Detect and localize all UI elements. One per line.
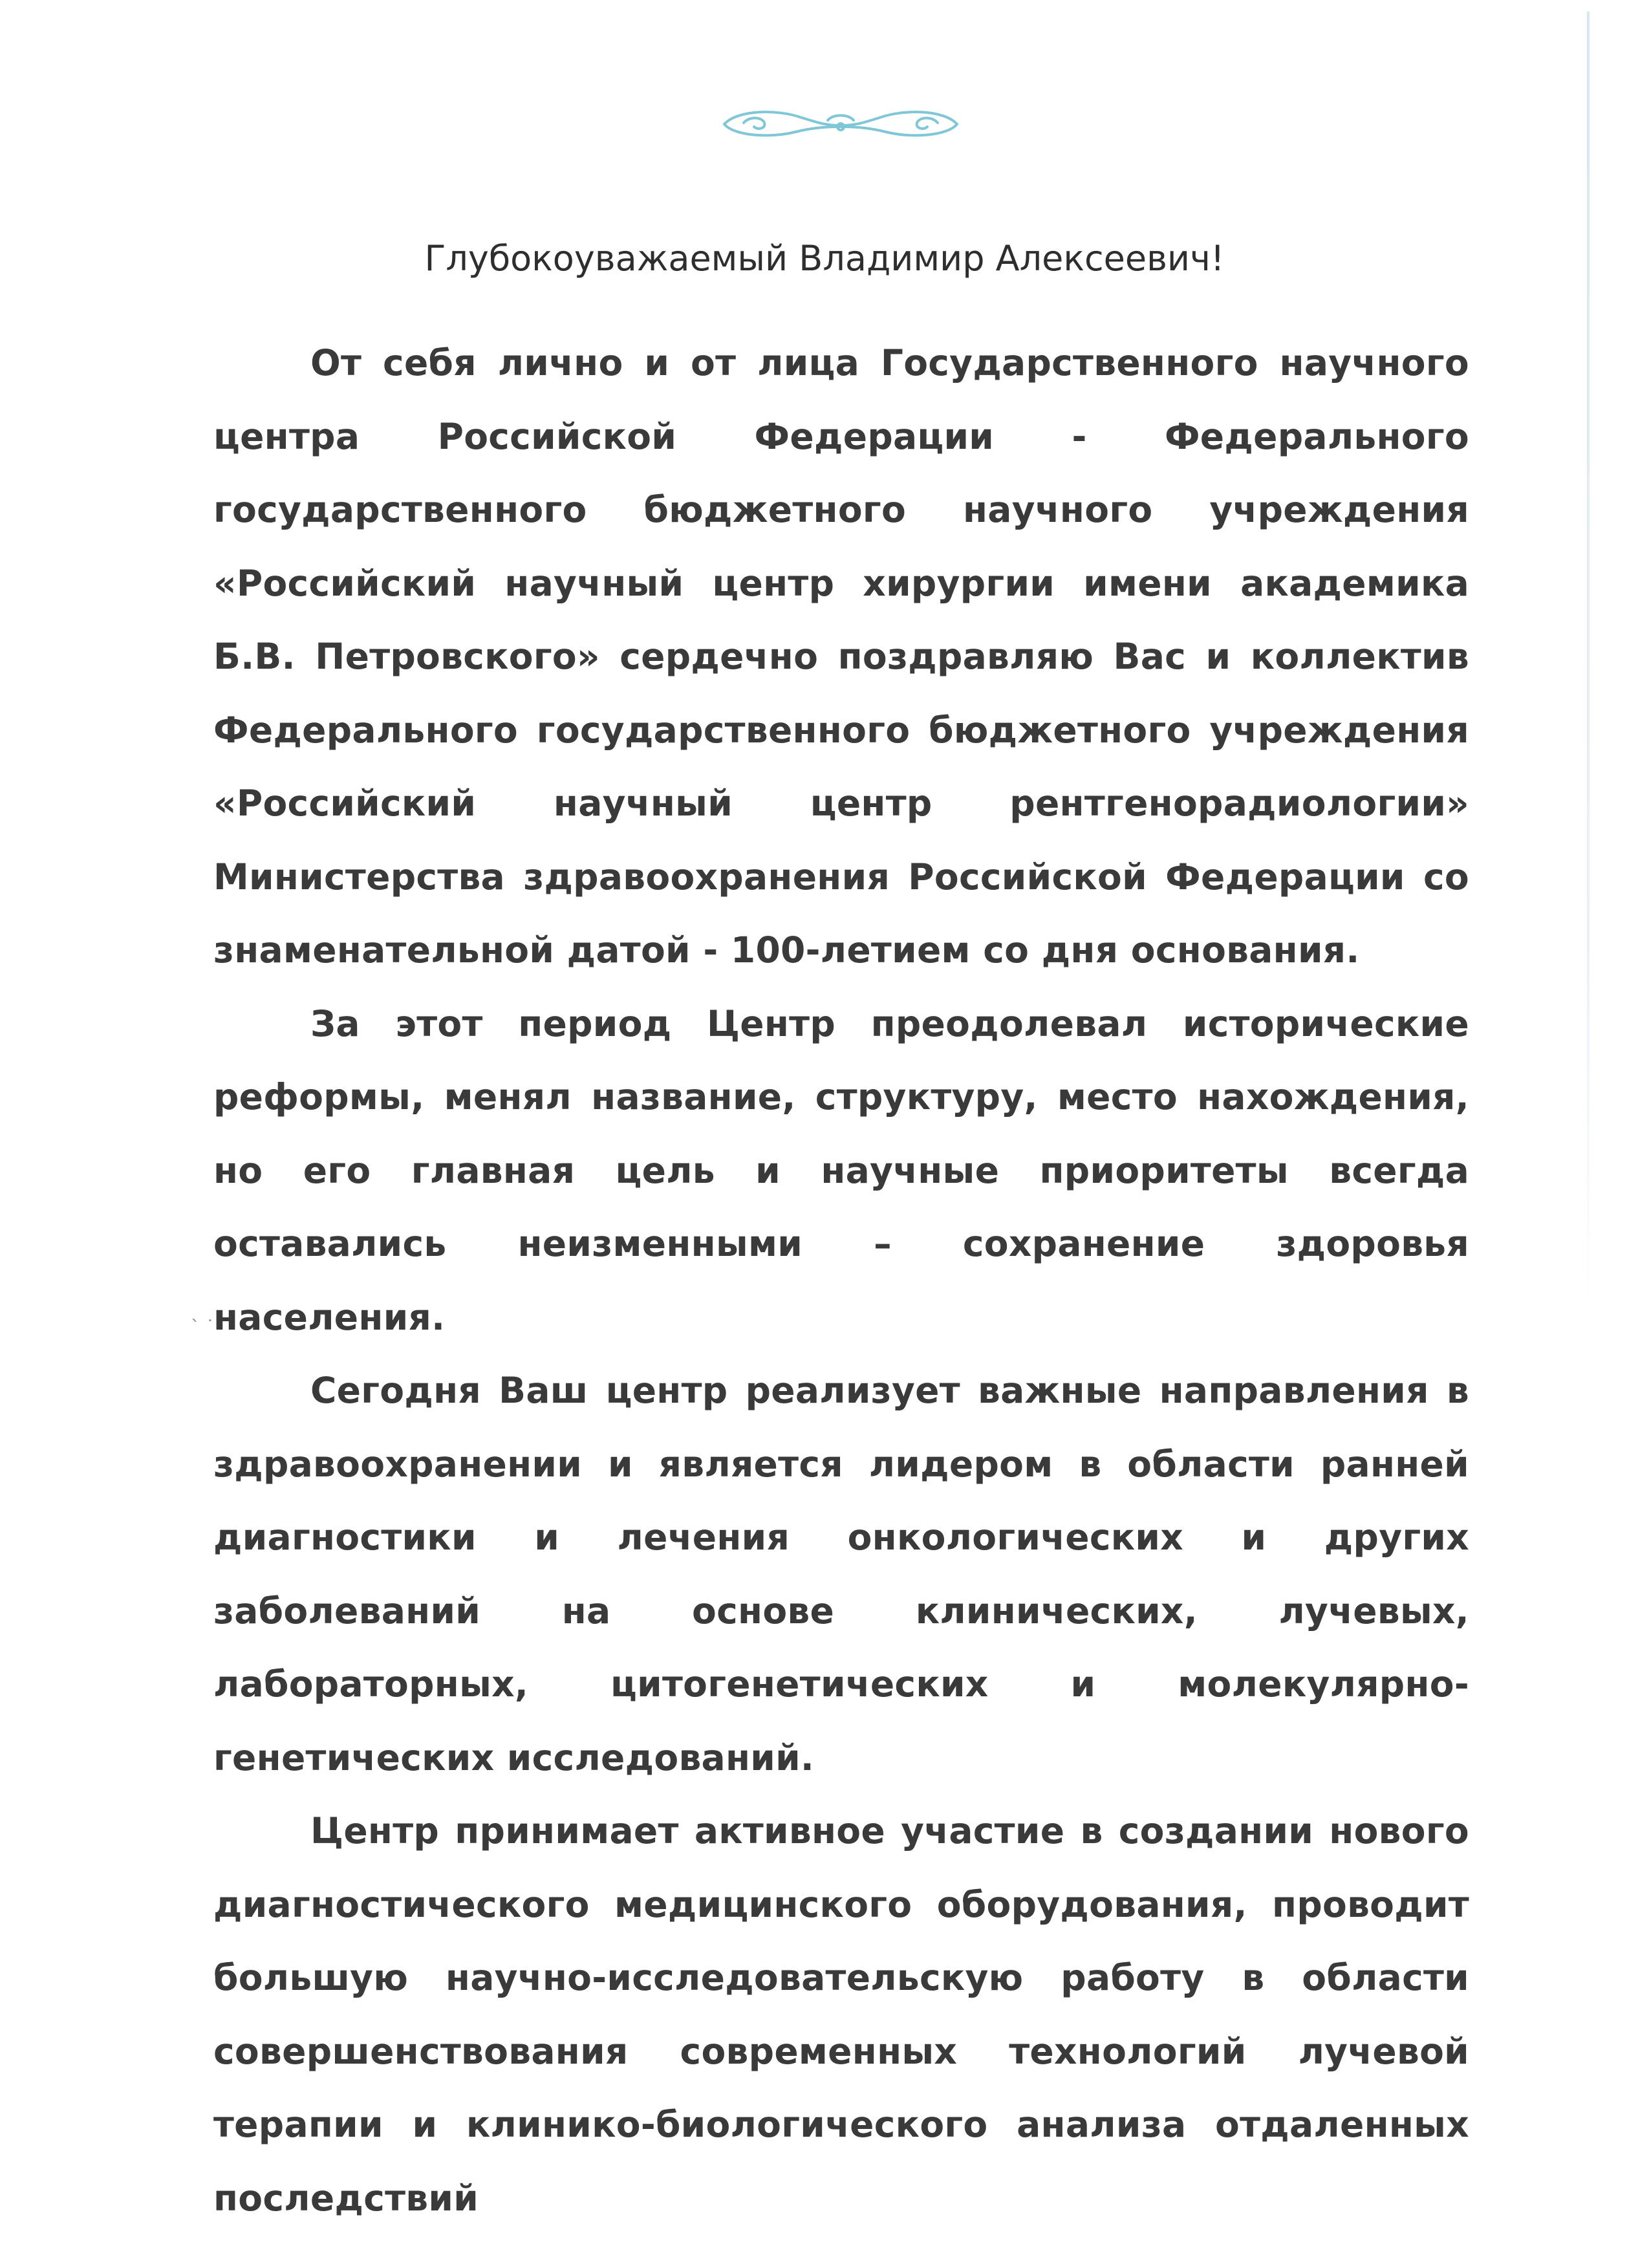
letter-paragraph: Центр принимает активное участие в создании нового диагностического медицинского оборудования, проводит большую научно-исследовательскую работу в области совершенствования современных технологий лучевой терапии и клинико-биологического анализа отдаленных последствий xyxy=(213,1810,1469,2219)
letter-body xyxy=(213,327,1469,2235)
letter-paragraph: От себя лично и от лица Государственного научного центра Российской Федерации - Федерального государственного бюджетного научного учреждения «Российский научный центр хирургии имени академика Б.В. Петровского» сердечно поздравляю Вас и коллектив Федерального государственного бюджетного учреждения «Российский научный центр рентгенорадиологии» Министерства здравоохранения Российской Федерации со знаменательной датой - 100-летием со дня основания. xyxy=(213,342,1469,971)
scan-speck: ` ˙ xyxy=(191,1316,215,1337)
letter-paragraph: За этот период Центр преодолевал исторические реформы, менял название, структуру, место нахождения, но его главная цель и научные приоритеты всегда оставались неизменными – сохранение здоровья населения. xyxy=(213,1002,1469,1338)
flourish-divider-icon xyxy=(718,97,964,149)
page-edge xyxy=(1587,12,1590,1337)
letter-greeting: Глубокоуважаемый Владимир Алексеевич! xyxy=(424,238,1225,279)
letter-paragraph: Сегодня Ваш центр реализует важные направления в здравоохранении и является лидером в области ранней диагностики и лечения онкологических и других заболеваний на основе клинических, лучевых, лабораторных, цитогенетических и молекулярно-генетических исследований. xyxy=(213,1370,1469,1778)
